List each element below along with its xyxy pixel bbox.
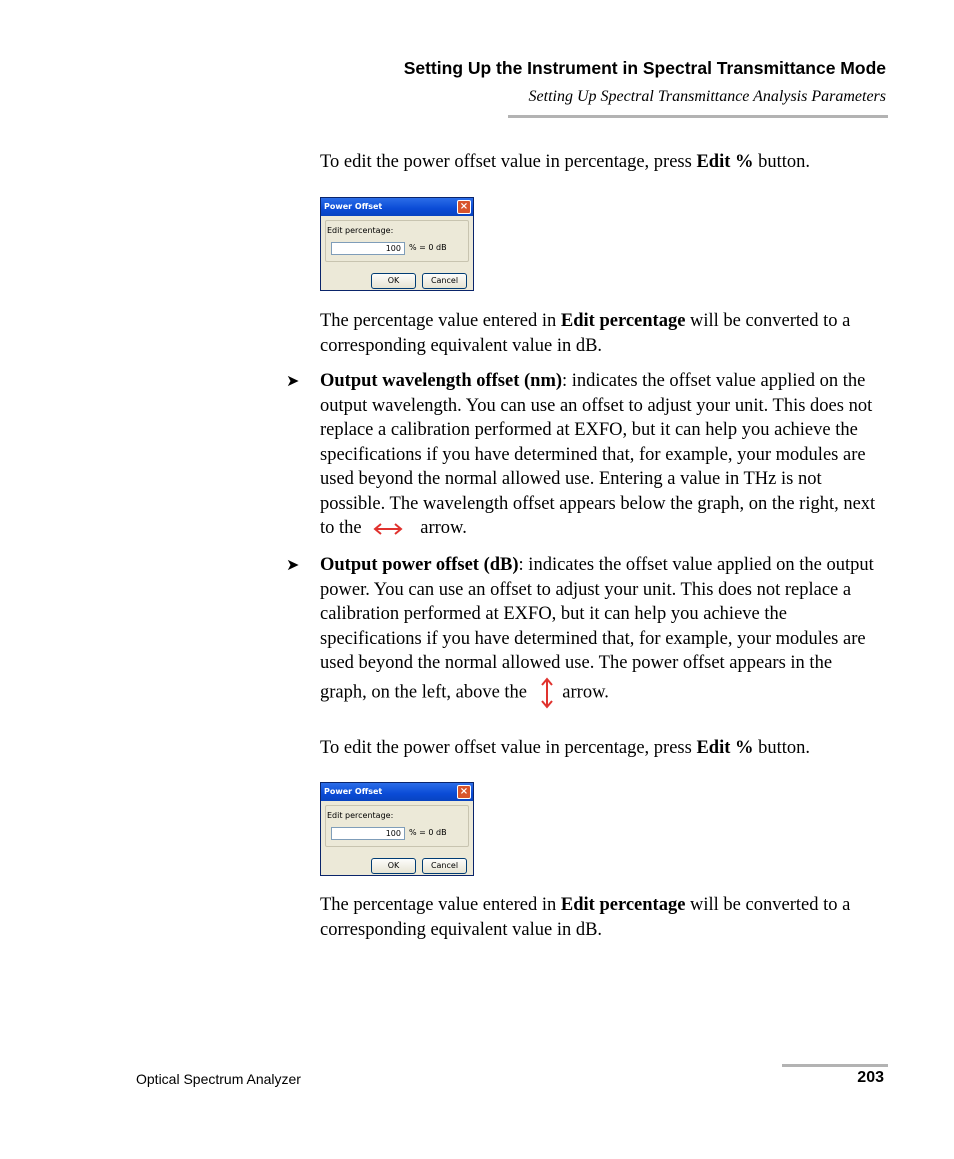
instruction-paragraph: To edit the power offset value in percentage, press Edit % button. [320,738,811,758]
edit-percentage-input[interactable]: 100 [331,827,405,840]
page-number: 203 [857,1069,884,1086]
conversion-paragraph: The percentage value entered in Edit percentage will be converted to a corresponding equivalent value in dB. [320,895,851,940]
edit-percentage-input[interactable]: 100 [331,242,405,255]
db-equivalent-text: % = 0 dB [409,243,447,252]
horizontal-double-arrow-icon [372,522,414,536]
dialog-title: Power Offset [321,783,473,801]
power-offset-item: Output power offset (dB): indicates the offset value applied on the output power. You can use an offset to adjust your unit. This does not replace a calibration performed at EXFO, but it can help you achieve the specifications if you have determined that, for example, your modules are used beyond the normal allowed use. The power offset appears in the graph, on the left, above the arrow. [320,553,880,710]
bullet-arrow-icon: ➤ [286,557,300,574]
ok-button[interactable]: OK [371,273,416,289]
cancel-button[interactable]: Cancel [422,273,467,289]
conversion-paragraph: The percentage value entered in Edit percentage will be converted to a corresponding equivalent value in dB. [320,311,851,356]
vertical-double-arrow-icon [540,676,554,710]
cancel-button[interactable]: Cancel [422,858,467,874]
edit-percentage-label: Edit percentage: [327,811,394,820]
ok-button[interactable]: OK [371,858,416,874]
close-icon[interactable]: × [457,200,471,214]
wavelength-offset-item: Output wavelength offset (nm): indicates the offset value applied on the output wavelength. You can use an offset to adjust your unit. This does not replace a calibration performed at EXFO, but it can help you achieve the specifications if you have determined that, for example, your modules are used beyond the normal allowed use. Entering a value in THz is not possible. The wavelength offset appears below the graph, on the right, next to the arrow. [320,371,876,538]
footer-rule [782,1064,888,1067]
bullet-arrow-icon: ➤ [286,373,300,390]
power-offset-dialog [320,782,474,876]
instruction-paragraph: To edit the power offset value in percentage, press Edit % button. [320,152,811,172]
section-subtitle: Setting Up Spectral Transmittance Analysis Parameters [528,88,886,105]
dialog-title: Power Offset [321,198,473,216]
manual-title: Optical Spectrum Analyzer [136,1071,301,1087]
chapter-title: Setting Up the Instrument in Spectral Transmittance Mode [403,58,886,78]
edit-percentage-label: Edit percentage: [327,226,394,235]
db-equivalent-text: % = 0 dB [409,828,447,837]
close-icon[interactable]: × [457,785,471,799]
header-rule [508,115,888,118]
power-offset-dialog [320,197,474,291]
